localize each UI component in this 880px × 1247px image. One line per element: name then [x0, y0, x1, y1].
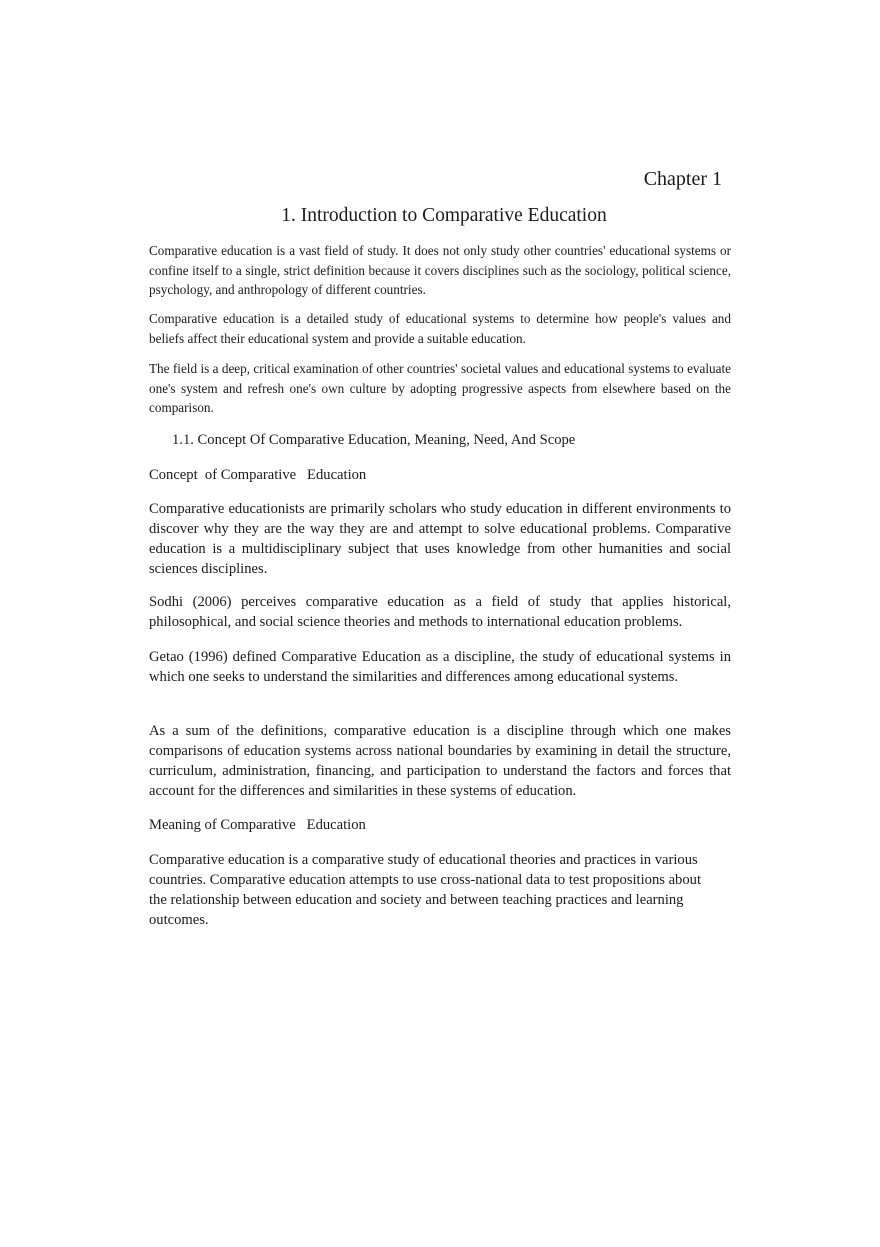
concept-paragraph-1: Comparative educationists are primarily scholars who study education in different environments to discover why they are the way they are and attempt to solve educational problems. Comparative education is a multidisciplinary subject that uses knowledge from other humanities and social sciences disciplines.	[149, 501, 731, 577]
meaning-paragraph: Comparative education is a comparative study of educational theories and practices in various countries. Comparative education attempts to use cross-national data to test propositions about the relationship between education and society and between teaching practices and learning outcomes.	[149, 852, 702, 928]
concept-paragraph-2: Sodhi (2006) perceives comparative education as a field of study that applies historical, philosophical, and social science theories and methods to international education problems.	[149, 594, 731, 630]
intro-paragraph-1: Comparative education is a vast field of study. It does not only study other countries' educational systems or confine itself to a single, strict definition because it covers disciplines such as the sociology, political science, psychology, and anthropology of different countries.	[149, 243, 731, 297]
page-title	[0, 204, 880, 228]
concept-heading: Concept of Comparative Education	[149, 467, 367, 483]
concept-paragraph-4: As a sum of the definitions, comparative education is a discipline through which one makes comparisons of education systems across national boundaries by examining in detail the structure, curriculum, administration, financing, and participation to understand the factors and forces that account for the differences and similarities in these systems of education.	[149, 723, 731, 799]
section-heading: 1.1. Concept Of Comparative Education, Meaning, Need, And Scope	[172, 432, 576, 448]
chapter-label: Chapter 1	[643, 168, 722, 190]
meaning-heading: Meaning of Comparative Education	[149, 817, 366, 833]
concept-paragraph-3: Getao (1996) defined Comparative Education as a discipline, the study of educational systems in which one seeks to understand the similarities and differences among educational systems.	[149, 649, 731, 685]
intro-paragraph-2: Comparative education is a detailed study of educational systems to determine how people's values and beliefs affect their educational system and provide a suitable education.	[149, 311, 731, 346]
intro-paragraph-3: The field is a deep, critical examination of other countries' societal values and educational systems to evaluate one's system and refresh one's own culture by adopting progressive aspects from elsewhere based on the comparison.	[149, 361, 731, 415]
page-title-text: 1. Introduction to Comparative Education	[281, 205, 607, 226]
